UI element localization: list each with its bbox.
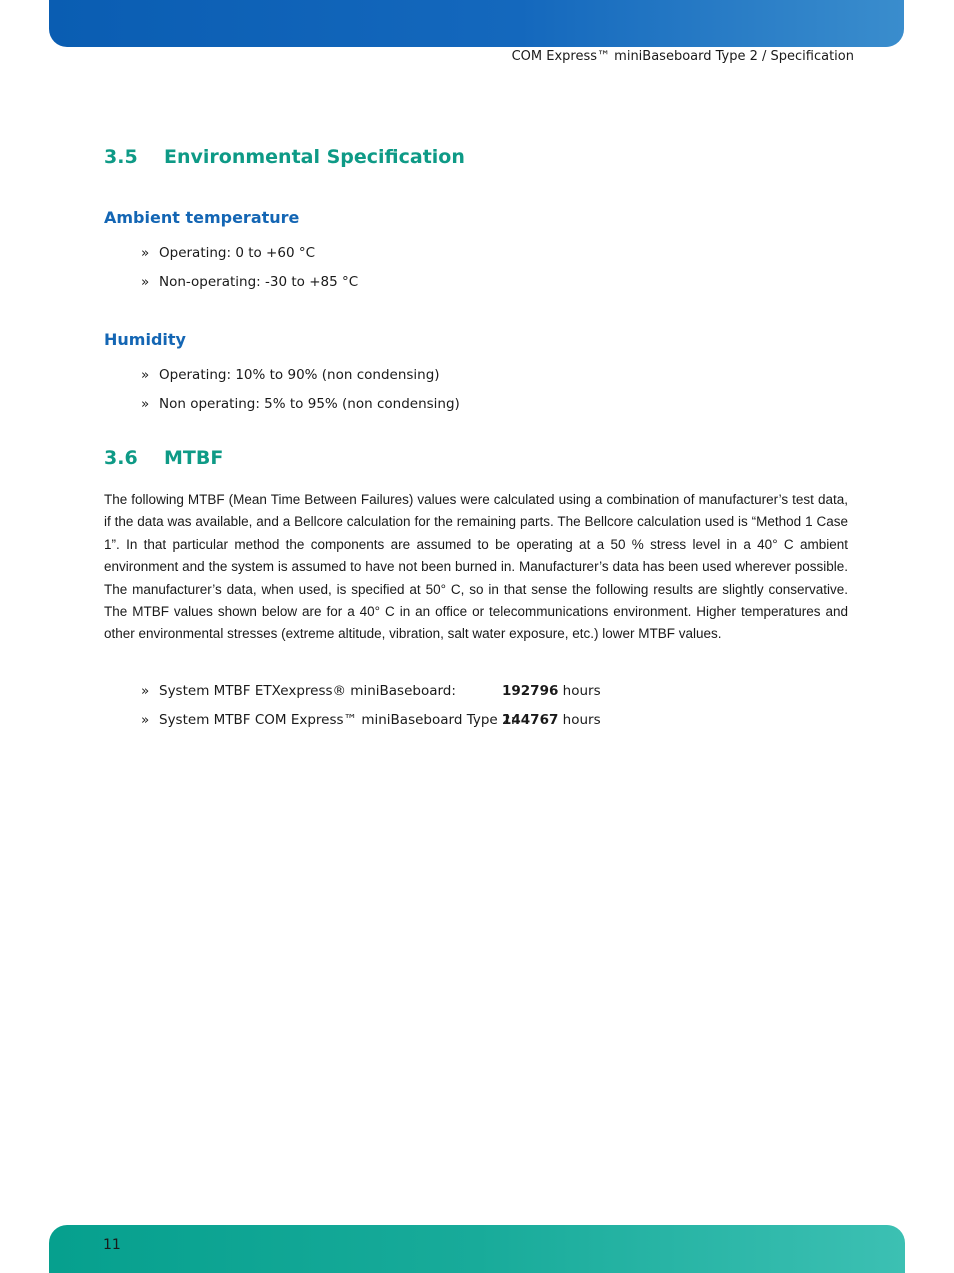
section-heading-mtbf [104,447,223,469]
page-number: 11 [103,1237,121,1253]
subheading-ambient-temperature: Ambient temperature [104,208,300,227]
list-item: » Operating: 0 to +60 °C [141,245,316,261]
bullet-icon: » [141,274,150,290]
bullet-icon: » [141,712,150,728]
mtbf-label: System MTBF ETXexpress® miniBaseboard: [159,683,456,699]
running-title: COM Express™ miniBaseboard Type 2 / Specification [511,49,854,64]
section-title: Environmental Specification [164,146,465,168]
mtbf-value: 144767 hours [502,712,601,728]
list-item [141,712,515,728]
list-item: » Operating: 10% to 90% (non condensing) [141,367,440,383]
footer-bar [49,1225,905,1273]
section-heading-environmental [104,146,465,168]
section-title: MTBF [164,447,224,469]
section-number: 3.6 [104,447,138,469]
bullet-icon: » [141,245,150,261]
bullet-icon: » [141,367,150,383]
bullet-icon: » [141,396,150,412]
list-item [141,683,456,699]
mtbf-value: 192796 hours [502,683,601,699]
bullet-icon: » [141,683,150,699]
mtbf-paragraph: The following MTBF (Mean Time Between Failures) values were calculated using a combination of manufacturer’s test data, if the data was available, and a Bellcore calculation for the remaining parts. The Bellcore calculation used is “Method 1 Case 1”. In that particular method the components are assumed to be operating at a 50 % stress level in a 40° C ambient environment and the system is assumed to have not been burned in. Manufacturer’s data has been used wherever possible. The manufacturer’s data, when used, is specified at 50° C, so in that sense the following results are slightly conservative. The MTBF values shown below are for a 40° C in an office or telecommunications environment. Higher temperatures and other environmental stresses (extreme altitude, vibration, salt water exposure, etc.) lower MTBF values. [104,492,848,642]
mtbf-label: System MTBF COM Express™ miniBaseboard Type 2: [159,712,516,728]
list-item: » Non-operating: -30 to +85 °C [141,274,359,290]
header-bar [49,0,904,47]
section-number: 3.5 [104,146,138,168]
subheading-humidity: Humidity [104,330,186,349]
list-item: » Non operating: 5% to 95% (non condensing) [141,396,460,412]
